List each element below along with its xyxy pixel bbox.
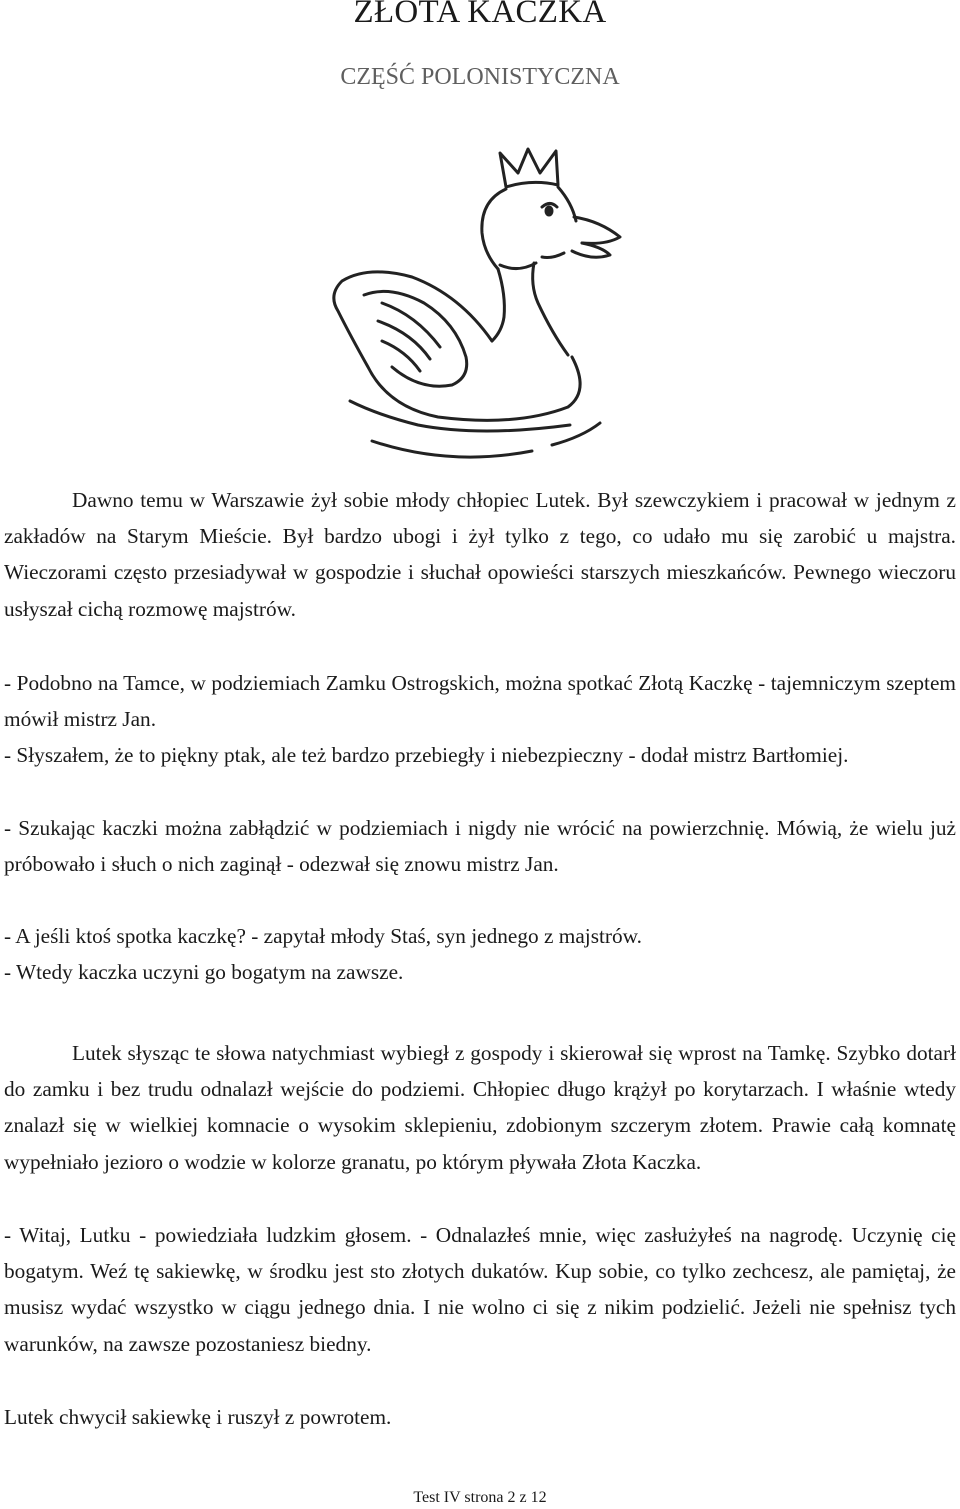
page-subtitle: CZĘŚĆ POLONISTYCZNA	[340, 64, 620, 90]
story-paragraph-2: - Podobno na Tamce, w podziemiach Zamku Ostrogskich, można spotkać Złotą Kaczkę - tajemniczym szeptem mówił mistrz Jan.	[4, 671, 956, 732]
story-paragraph-4: - Szukając kaczki można zabłądzić w podziemiach i nigdy nie wrócić na powierzchnię. Mówią, że wielu już próbowało i słuch o nich zaginął - odezwał się znowu mistrz Jan.	[4, 816, 956, 877]
crowned-duck-icon	[320, 145, 640, 475]
story-paragraph-3: - Słyszałem, że to piękny ptak, ale też bardzo przebiegły i niebezpieczny - dodał mistrz Bartłomiej.	[4, 743, 849, 767]
page-title: ZŁOTA KACZKA	[353, 0, 607, 30]
story-paragraph-7	[4, 1035, 956, 1180]
story-paragraph-1-text: Dawno temu w Warszawie żył sobie młody chłopiec Lutek. Był szewczykiem i pracował w jednym z zakładów na Starym Mieście. Był bardzo ubogi i żył tylko z tego, co udało mu się zarobić u majstra. Wieczorami często przesiadywał w gospodzie i słuchał opowieści starszych mieszkańców. Pewnego wieczoru usłyszał cichą rozmowę majstrów.	[4, 488, 956, 621]
story-paragraph-8: - Witaj, Lutku - powiedziała ludzkim głosem. - Odnalazłeś mnie, więc zasłużyłeś na nagrodę. Uczynię cię bogatym. Weź tę sakiewkę, w środku jest sto złotych dukatów. Kup sobie, co tylko zechcesz, ale pamiętaj, że musisz wydać wszystko w ciągu jednego dnia. I nie wolno ci się z nikim podzielić. Jeżeli nie spełnisz tych warunków, na zawsze pozostaniesz biedny.	[4, 1223, 956, 1356]
page-number: Test IV strona 2 z 12	[413, 1489, 547, 1506]
story-paragraph-1	[4, 482, 956, 627]
story-paragraph-6: - Wtedy kaczka uczyni go bogatym na zawsze.	[4, 960, 404, 984]
story-paragraph-5: - A jeśli ktoś spotka kaczkę? - zapytał młody Staś, syn jednego z majstrów.	[4, 924, 642, 948]
story-paragraph-9: Lutek chwycił sakiewkę i ruszył z powrotem.	[4, 1405, 392, 1429]
story-paragraph-7-text: Lutek słysząc te słowa natychmiast wybiegł z gospody i skierował się wprost na Tamkę. Szybko dotarł do zamku i bez trudu odnalazł wejście do podziemi. Chłopiec długo krążył po korytarzach. I właśnie wtedy znalazł się w wielkiej komnacie o wysokim sklepieniu, zdobionym szczerym złotem. Prawie całą komnatę wypełniało jezioro o wodzie w kolorze granatu, po którym pływała Złota Kaczka.	[4, 1041, 956, 1174]
